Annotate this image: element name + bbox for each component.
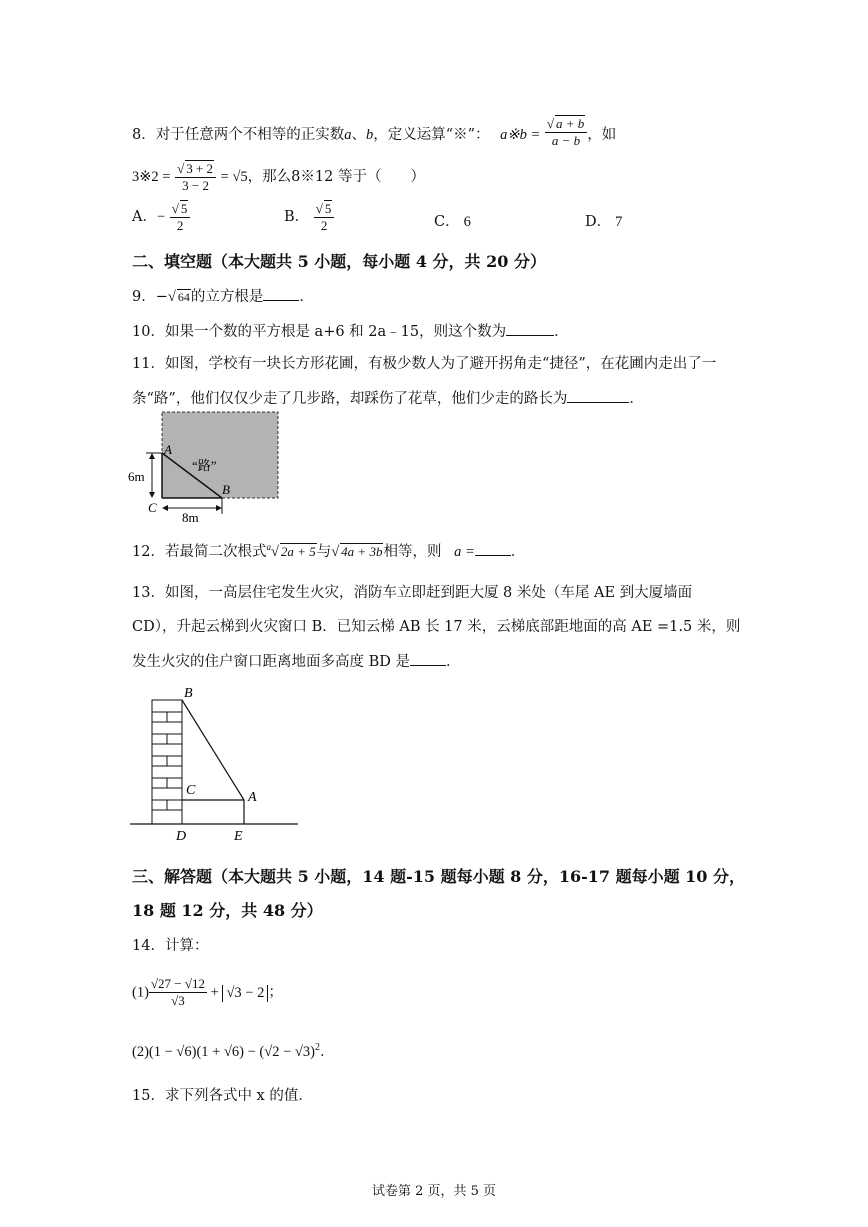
section2-title: 二、填空题（本大题共 5 小题，每小题 4 分，共 20 分） xyxy=(132,252,546,271)
section3-title-line2: 18 题 12 分，共 48 分） xyxy=(132,901,323,920)
q8-def-fraction: $\frac{√ a + b}{a - b}$ xyxy=(545,115,587,149)
q12-radicand-2: 4a + 3b xyxy=(341,544,383,559)
building xyxy=(152,700,182,824)
q12-ans-lhs: a = xyxy=(454,544,475,560)
q9-post: 的立方根是 xyxy=(190,289,264,305)
q10-line: 10．如果一个数的平方根是 a+6 和 2a﹣15，则这个数为 ． xyxy=(132,320,569,341)
q8-option-a-den: 2 xyxy=(176,218,184,233)
q13-fire-figure xyxy=(128,682,304,844)
q12-mid: 与 xyxy=(316,544,332,560)
q8-option-a[interactable] xyxy=(132,200,190,234)
label-road: “路” xyxy=(192,458,217,473)
q14-title: 14．计算： xyxy=(132,938,209,954)
q14-p2-end: ． xyxy=(319,1044,335,1060)
label-d: D xyxy=(176,829,187,844)
page-footer: 试卷第 2 页，共 5 页 xyxy=(371,1184,497,1199)
label-c: C xyxy=(186,783,196,798)
q14-p1-end: ； xyxy=(268,984,283,1001)
section3-title-line1: 三、解答题（本大题共 5 小题，14 题-15 题每小题 8 分，16-17 题每小题 10 分， xyxy=(132,867,746,886)
q12-pre: 12．若最简二次根式 xyxy=(132,544,267,560)
q8-option-c-value: 6 xyxy=(463,214,471,230)
q9-pre: 9．− xyxy=(132,289,168,305)
q10-answer-blank[interactable] xyxy=(506,321,554,336)
q8-option-a-label: A． xyxy=(132,209,157,225)
label-b: B xyxy=(222,482,230,497)
q13-line3-text: 发生火灾的住户窗口距离地面多高度 BD 是 xyxy=(132,654,410,670)
q12-radicand-1: 2a + 5 xyxy=(280,544,316,559)
q13-line1: 13．如图，一高层住宅发生火灾，消防车立即赶到距大厦 8 米处（车尾 AE 到大厦墙面 xyxy=(132,585,693,601)
q14-p1-den: √3 xyxy=(171,993,185,1008)
q8-line2 xyxy=(132,160,425,194)
q9-line: 9．−√ 64的立方根是 ． xyxy=(132,285,314,306)
dim-8m-arrow-left xyxy=(162,505,168,511)
label-c: C xyxy=(148,500,157,515)
label-a: A xyxy=(164,442,172,457)
q8-option-b-fraction: $\frac{√ 5}{2}$ xyxy=(314,200,335,234)
q15-line: 15．求下列各式中 x 的值． xyxy=(132,1088,313,1104)
q14-part1: (1) $\frac{√27 - √12}{√3}$ + √3 − 2 ； xyxy=(132,976,283,1008)
q8-ex-num: 3 + 2 xyxy=(186,161,214,176)
dim-6m-arrow-bottom xyxy=(149,492,155,498)
q8-option-c[interactable] xyxy=(434,210,471,231)
q8-option-d-value: 7 xyxy=(615,214,623,230)
q9-answer-blank[interactable] xyxy=(263,286,299,301)
q8-sep: 、 xyxy=(351,127,366,143)
q11-line1: 11．如图，学校有一块长方形花圃，有极少数人为了避开拐角走“捷径”，在花圃内走出了一 xyxy=(132,356,717,372)
q8-ex-fraction: $\frac{√ 3 + 2}{3 - 2}$ xyxy=(175,160,216,194)
q11-garden-figure xyxy=(126,408,286,526)
dim-6m-arrow-top xyxy=(149,453,155,459)
q14-p1-label: (1) xyxy=(132,984,149,1001)
q8-option-b-num: 5 xyxy=(324,201,332,216)
q8-option-a-sign: − xyxy=(156,209,166,225)
q8-option-b-den: 2 xyxy=(320,218,328,233)
q14-p2-expr: (1 − √6)(1 + √6) − (√2 − √3) xyxy=(148,1044,315,1060)
q14-p1-num: √27 − √12 xyxy=(150,976,206,991)
q12-post: 相等，则 xyxy=(383,544,442,560)
q12-index: a xyxy=(266,542,271,553)
q14-p1-abs: √3 − 2 xyxy=(222,985,268,1002)
q8-text-end: ，如 xyxy=(587,127,617,143)
q11-answer-blank[interactable] xyxy=(567,388,629,403)
q8-option-a-fraction: $\frac{√ 5}{2}$ xyxy=(170,200,191,234)
q11-line2-text: 条“路”，他们仅仅少走了几步路，却踩伤了花草，他们少走的路长为 xyxy=(132,391,568,407)
q8-line1 xyxy=(132,118,616,152)
label-b: B xyxy=(184,686,193,701)
dim-8m-arrow-right xyxy=(216,505,222,511)
q14-p1-fraction xyxy=(149,976,207,1009)
q14-p2-exp: 2 xyxy=(314,1042,320,1054)
q8-ex-rhs: = √5 xyxy=(220,169,248,185)
q12-answer-blank[interactable] xyxy=(475,541,511,556)
q8-option-b[interactable] xyxy=(284,200,334,234)
q8-def-lhs: a※b = xyxy=(500,127,541,143)
label-e: E xyxy=(234,829,243,844)
q14-p2-label: (2) xyxy=(132,1044,149,1060)
q8-ex-lhs: 3※2 = xyxy=(132,169,171,185)
label-a: A xyxy=(248,790,257,805)
q8-var-b: b xyxy=(365,127,374,143)
q8-option-b-label: B． xyxy=(284,209,310,225)
q8-ex-den: 3 − 2 xyxy=(182,178,209,193)
label-8m: 8m xyxy=(182,510,199,525)
q8-text-mid: ，定义运算“※”： xyxy=(373,127,490,143)
garden-rect xyxy=(162,412,278,498)
q9-radicand: 64 xyxy=(177,290,190,304)
label-6m: 6m xyxy=(128,469,145,484)
q8-ex-tail: ，那么8※12 等于（ ） xyxy=(247,169,425,185)
q10-text: 10．如果一个数的平方根是 a+6 和 2a﹣15，则这个数为 xyxy=(132,324,507,340)
q8-option-a-num: 5 xyxy=(180,201,188,216)
q8-var-a: a xyxy=(344,127,352,143)
q8-option-d[interactable] xyxy=(585,210,622,231)
q14-part2 xyxy=(132,1040,334,1061)
q8-option-c-label: C． xyxy=(434,214,460,230)
q8-def-num: a + b xyxy=(555,116,585,131)
q8-text-start: 8．对于任意两个不相等的正实数 xyxy=(132,127,345,143)
q13-answer-blank[interactable] xyxy=(410,651,446,666)
q13-line3: 发生火灾的住户窗口距离地面多高度 BD 是 ． xyxy=(132,650,461,671)
q8-option-d-label: D． xyxy=(585,214,612,230)
q12-line: 12．若最简二次根式$^a$√ 2a + 5与√ 4a + 3b相等，则 a = ． xyxy=(132,542,526,560)
q11-line2: 条“路”，他们仅仅少走了几步路，却踩伤了花草，他们少走的路长为 ． xyxy=(132,387,644,408)
q8-def-den: a − b xyxy=(551,133,581,148)
q13-line2: CD），升起云梯到火灾窗口 B．已知云梯 AB 长 17 米，云梯底部距地面的高 AE =1.5 米，则 xyxy=(132,619,741,635)
